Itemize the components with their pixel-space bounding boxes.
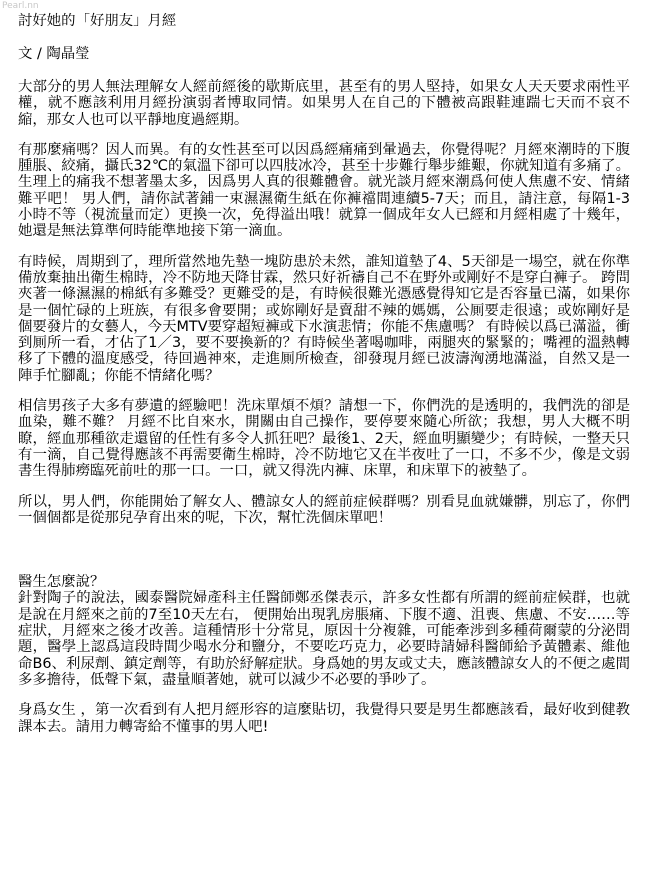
article-author: 文 / 陶晶瑩 — [18, 46, 90, 62]
paragraph: 大部分的男人無法理解女人經前經後的歇斯底里，甚至有的男人堅持，如果女人天天要求兩性平權，就不應該利用月經扮演弱者博取同情。如果男人在自己的下體被高跟鞋連踹七天而不哀不縮，那女人也可以平靜地度過經期。 — [18, 79, 630, 128]
paragraph: 有那麼痛嗎？因人而異。有的女性甚至可以因爲經痛痛到暈過去，你覺得呢？月經來潮時的下腹腫脹、絞痛，攝氏32℃的氣溫下卻可以四肢冰冷，甚至十步難行舉步維艱，你就知道有多痛了。生理上的痛我不想著墨太多，因爲男人真的很難體會。就光談月經來潮爲何使人焦慮不安、情緒難平吧！ 男人們，請你試著鋪一束濕濕衛生紙在你褲襠間連續5-7天；而且，請注意，每隔1-3小時不等（視流量而定）更換一次，免得溢出哦！就算一個成年女人已經和月經相處了十幾年，她還是無法算準何時能準地接下第一滴血。 — [18, 141, 630, 240]
paragraph: 有時候，周期到了，理所當然地先墊一塊防患於未然，誰知道墊了4、5天卻是一場空，就在你準備放棄抽出衛生棉時，冷不防地天降甘霖，然只好祈禱自己不在野外或剛好不是穿白褲子。 跨問夾著一條濕濕的棉紙有多難受？更難受的是，有時候很難光憑感覺得知它是否容量已滿，如果你是一個忙碌的上班族，有很多會要開；或妳剛好是賣甜不辣的媽媽，公厠要走很遠；或妳剛好是個要發片的女藝人，今天MTV要穿超短褲或下水演悲情；你能不焦慮嗎？ 有時候以爲已滿溢，衝到厠所一看，才佔了1／3，要不要換新的？有時候坐著喝咖啡，兩腿夾的緊緊的；嘴裡的溫熱轉移了下體的溫度感受，待回過神來，走進厠所檢查，卻發現月經已波濤洶湧地滿溢，自然又是一陣手忙腳亂；你能不情緒化嗎？ — [18, 253, 630, 384]
watermark: Pearl.nn — [2, 1, 39, 11]
section-heading: 醫生怎麼說？ — [18, 574, 105, 591]
paragraph: 所以，男人們，你能開始了解女人、體諒女人的經前症候群嗎？別看見血就嫌髒，別忘了，你們一個個都是從那兒孕育出來的呢，下次，幫忙洗個床單吧！ — [18, 493, 630, 526]
article-title: 討好她的「好朋友」月經 — [18, 13, 177, 29]
paragraph: 相信男孩子大多有夢遺的經驗吧！洗床單煩不煩？請想一下，你們洗的是透明的，我們洗的卻是血染，難不難？ 月經不比自來水，開關由自己操作，要停要來隨心所欲；我想，男人大概不明瞭，經血那種欲走還留的任性有多令人抓狂吧？最後1、2天，經血明顯變少；有時候，一整天只有一滴，自己覺得應該不再需要衛生棉時，冷不防地它又在半夜吐了一口，不多不少，像是文弱書生得肺癆臨死前吐的那一口。一口，就又得洗内褲、床單，和床單下的被墊了。 — [18, 398, 630, 480]
doctor-paragraph: 針對陶子的說法，國泰醫院婦產科主任醫師鄭丞傑表示，許多女性都有所謂的經前症候群，也就是說在月經來之前的7至10天左右， 便開始出現乳房脹痛、下腹不適、沮喪、焦慮、不安……等症狀，月經來之後才改善。這種情形十分常見，原因十分複雜，可能牽涉到多種荷爾蒙的分泌問題，醫學上認爲這段時間少喝水分和鹽分，不要吃巧克力，必要時請婦科醫師給予黃體素、維他命B6、利尿劑、鎮定劑等，有助於紓解症狀。身爲她的男友或丈夫，應該體諒女人的不便之處間多多擔待，低聲下氣，盡量順著她，就可以減少不必要的爭吵了。 — [18, 590, 630, 688]
closing-paragraph: 身爲女生 ，第一次看到有人把月經形容的這麼貼切，我覺得只要是男生都應該看，最好收到健教課本去。請用力轉寄給不懂事的男人吧! — [18, 702, 630, 735]
article — [18, 12, 630, 735]
